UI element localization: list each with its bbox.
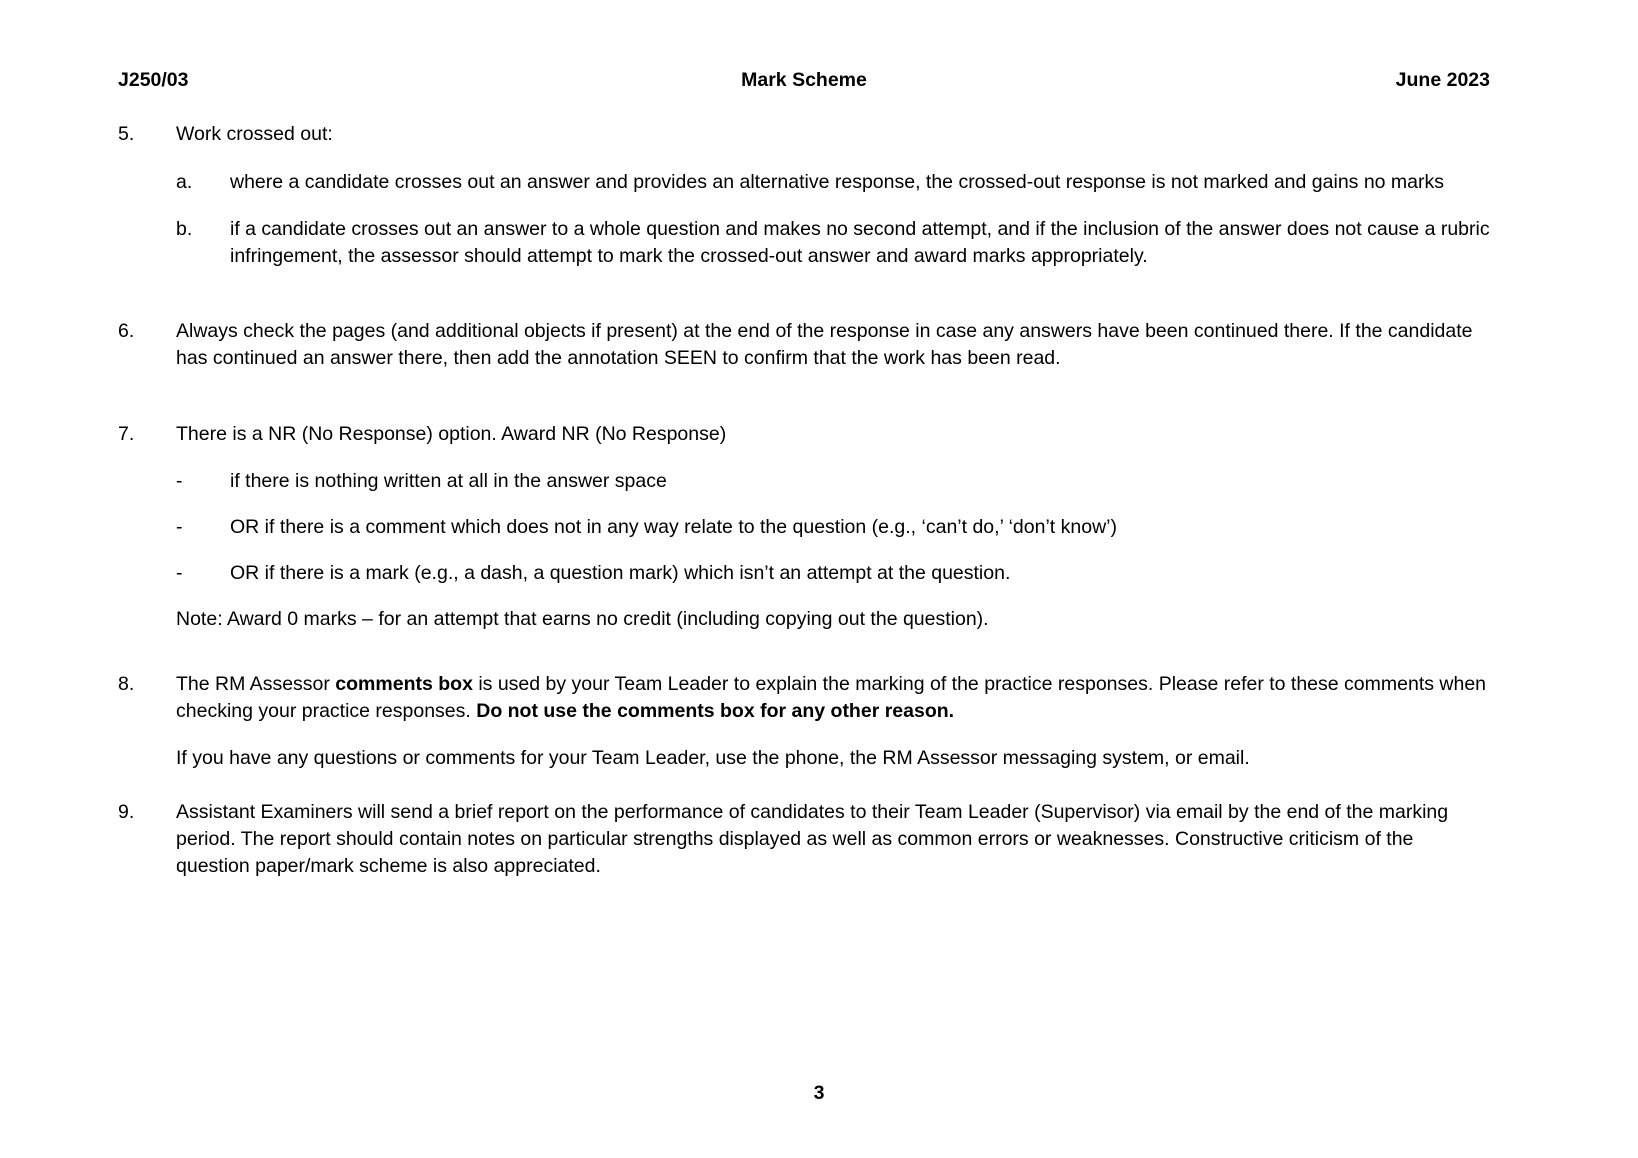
header-title: Mark Scheme — [741, 69, 867, 91]
item-text: Assistant Examiners will send a brief report on the performance of candidates to their Team Leader (Supervisor) via email by the end of the marking period. The report should contain notes on particular strengths displayed as well as common errors or weaknesses. Constructive criticism of the question paper/mark scheme is also appreciated. — [176, 801, 1449, 877]
note-text: Note: Award 0 marks – for an attempt that earns no credit (including copying out the question). — [176, 608, 989, 630]
item-number: 6. — [118, 320, 135, 342]
bullet-marker: - — [176, 516, 183, 538]
sub-item-label: b. — [176, 218, 193, 240]
item-number: 8. — [118, 673, 135, 695]
item-text: There is a NR (No Response) option. Award NR (No Response) — [176, 423, 727, 445]
bullet-text: OR if there is a comment which does not in any way relate to the question (e.g., ‘can’t do,’ ‘don’t know’) — [230, 516, 1117, 538]
item8-seg2-bold: comments box — [335, 673, 473, 695]
sub-item-a — [176, 169, 1490, 196]
item8-seg4-bold: Do not use the comments box for any other reason. — [476, 700, 955, 722]
list-item-7 — [118, 421, 1490, 448]
sub-item-text: where a candidate crosses out an answer and provides an alternative response, the crossed-out response is not marked and gains no marks — [230, 171, 1445, 193]
item-text: Always check the pages (and additional objects if present) at the end of the response in case any answers have been continued there. If the candidate has continued an answer there, then add the annotation SEEN to confirm that the work has been read. — [176, 320, 1473, 369]
bullet-item — [176, 560, 1490, 587]
item8-seg1: The RM Assessor — [176, 673, 336, 695]
bullet-marker: - — [176, 470, 183, 492]
bullet-item — [176, 514, 1490, 541]
sub-item-label: a. — [176, 171, 193, 193]
doc-code: J250/03 — [118, 69, 189, 91]
item8-seg3: is used by your Team Leader to explain the marking of the practice responses. Please refer to these comments when checking your practice responses. — [176, 673, 1487, 722]
page-header — [118, 67, 1490, 94]
sub-item-b — [176, 216, 1490, 270]
item-number: 5. — [118, 123, 135, 145]
item-number: 9. — [118, 801, 135, 823]
page-number: 3 — [813, 1082, 825, 1104]
sub-item-text: if a candidate crosses out an answer to a whole question and makes no second attempt, and if the inclusion of the answer does not cause a rubric infringement, the assessor should attempt to mark the crossed-out answer and award marks appropriately. — [230, 218, 1490, 267]
item-text — [176, 671, 1490, 725]
item-text: Work crossed out: — [176, 123, 333, 145]
list-item-5 — [118, 121, 1490, 148]
bullet-text: if there is nothing written at all in the answer space — [230, 470, 667, 492]
bullet-marker: - — [176, 562, 183, 584]
item8-paragraph-2: If you have any questions or comments for your Team Leader, use the phone, the RM Assessor messaging system, or email. — [176, 747, 1250, 769]
list-item-6 — [118, 318, 1490, 372]
list-item-9 — [118, 799, 1490, 880]
item-number: 7. — [118, 423, 135, 445]
bullet-text: OR if there is a mark (e.g., a dash, a question mark) which isn’t an attempt at the question. — [230, 562, 1011, 584]
header-date: June 2023 — [1395, 69, 1490, 91]
bullet-item — [176, 468, 1490, 495]
list-item-8 — [118, 671, 1490, 725]
